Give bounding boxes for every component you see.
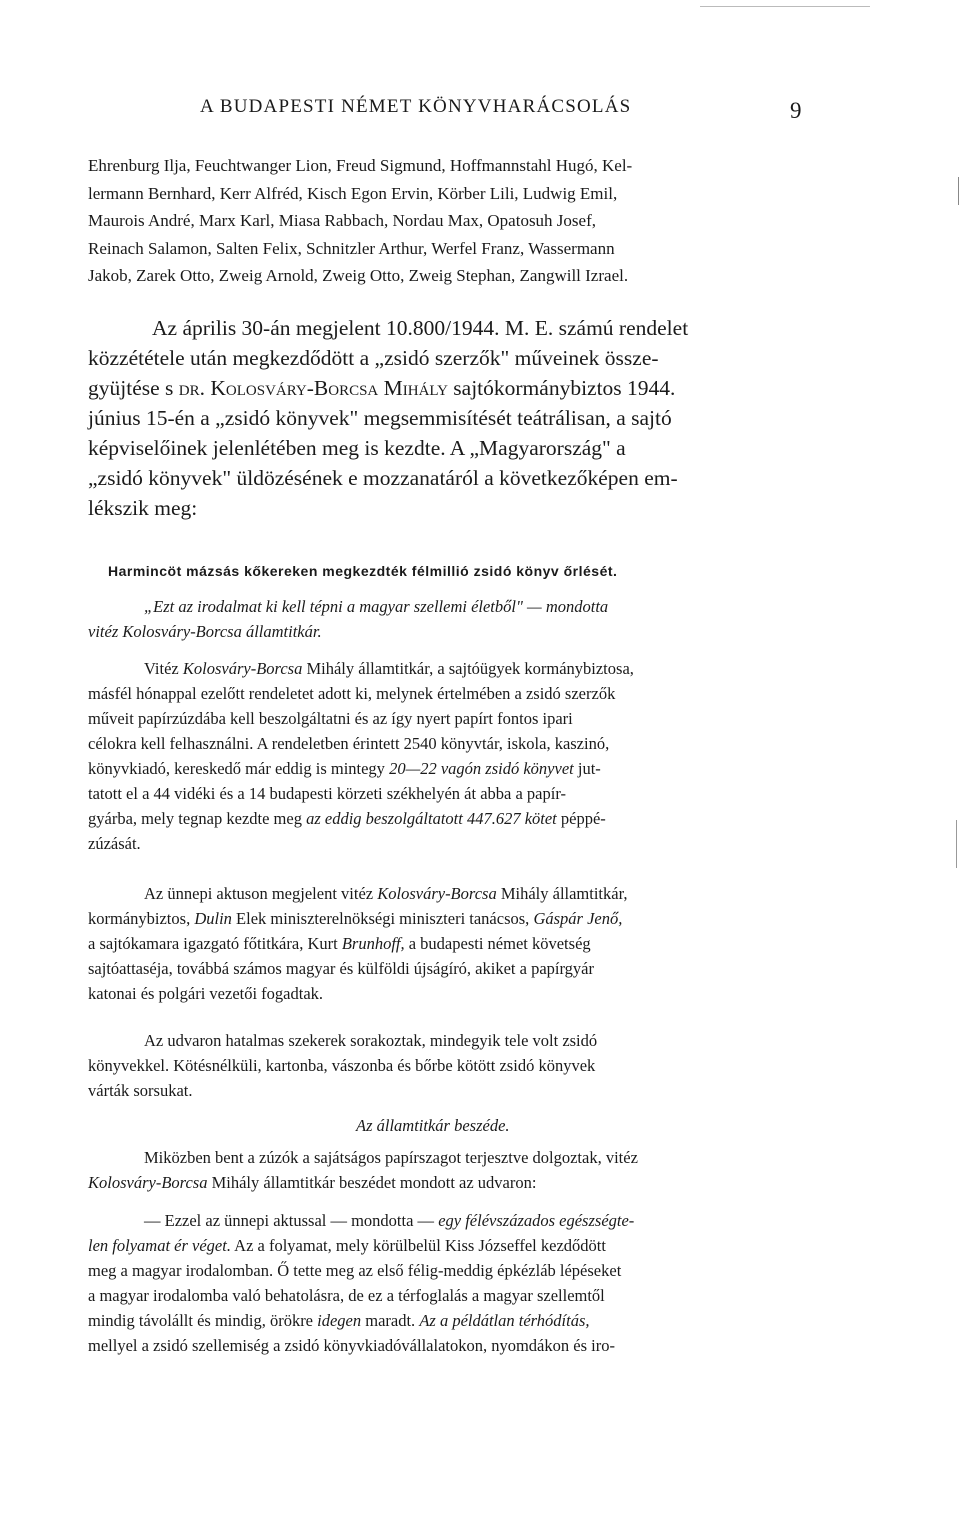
text-line: kormánybiztos, Dulin Elek miniszterelnökségi miniszteri tanácsos, Gáspár Jenő,: [88, 909, 623, 928]
body-paragraph: [88, 1028, 816, 1103]
text-line: másfél hónappal ezelőtt rendeletet adott ki, melynek értelmében a zsidó szerzők: [88, 684, 616, 703]
text-line: „zsidó könyvek" üldözésének e mozzanatáról a következőképen em-: [88, 466, 678, 490]
text-line: tatott el a 44 vidéki és a 14 budapesti körzeti székhelyén át abba a papír-: [88, 784, 566, 803]
text-line: vitéz Kolosváry-Borcsa államtitkár.: [88, 622, 322, 641]
text-line: sajtóattaséja, továbbá számos magyar és külföldi újságíró, akiket a papírgyár: [88, 959, 594, 978]
text-line: Az udvaron hatalmas szekerek sorakoztak, mindegyik tele volt zsidó: [144, 1031, 598, 1050]
text-line: lékszik meg:: [88, 496, 198, 520]
text-line: Az április 30-án megjelent 10.800/1944. M. E. számú rendelet: [152, 316, 689, 340]
text-line: a sajtókamara igazgató főtitkára, Kurt Brunhoff, a budapesti német követség: [88, 934, 591, 953]
text-line: Jakob, Zarek Otto, Zweig Arnold, Zweig Otto, Zweig Stephan, Zangwill Izrael.: [88, 266, 629, 286]
text-line: lermann Bernhard, Kerr Alfréd, Kisch Egon Ervin, Körber Lili, Ludwig Emil,: [88, 183, 618, 203]
text-line: műveit papírzúzdába kell beszolgáltatni és az így nyert papírt fontos ipari: [88, 709, 573, 728]
text-line: Miközben bent a zúzók a sajátságos papírszagot terjesztve dolgoztak, vitéz: [144, 1148, 638, 1167]
text-line: képviselőinek jelenlétében meg is kezdte. A „Magyarország" a: [88, 436, 626, 460]
scan-edge-mark: [958, 177, 959, 205]
decree-paragraph: [88, 313, 816, 523]
text-line: várták sorsukat.: [88, 1081, 193, 1100]
text-line: könyvkiadó, kereskedő már eddig is mintegy 20—22 vagón zsidó könyvet jut-: [88, 759, 601, 778]
text-line: június 15-én a „zsidó könyvek" megsemmisítését teátrálisan, a sajtó: [88, 406, 672, 430]
text-line: gyüjtése s dr. Kolosváry-Borcsa Mihály sajtókormánybiztos 1944.: [88, 376, 676, 400]
text-line: — Ezzel az ünnepi aktussal — mondotta — egy félévszázados egészségte-: [144, 1211, 635, 1230]
top-edge-rule: [700, 6, 870, 7]
text-line: gyárba, mely tegnap kezdte meg az eddig beszolgáltatott 447.627 kötet péppé-: [88, 809, 606, 828]
text-line: katonai és polgári vezetői fogadtak.: [88, 984, 324, 1003]
smallcaps-name: dr. Kolosváry-Borcsa Mihály: [178, 376, 448, 400]
section-subheading: Az államtitkár beszéde.: [356, 1116, 510, 1135]
author-list-paragraph: [88, 152, 816, 290]
text-line: könyvekkel. Kötésnélküli, kartonba, vászonba és bőrbe kötött zsidó könyvek: [88, 1056, 596, 1075]
text-line: közzététele után megkezdődött a „zsidó szerzők" műveinek össze-: [88, 346, 659, 370]
text-line: len folyamat ér véget. Az a folyamat, mely körülbelül Kiss Józseffel kezdődött: [88, 1236, 606, 1255]
quote-paragraph: [88, 594, 816, 644]
body-paragraph: [88, 1208, 816, 1358]
text-line: zúzását.: [88, 834, 141, 853]
text-line: Reinach Salamon, Salten Felix, Schnitzler Arthur, Werfel Franz, Wassermann: [88, 238, 615, 258]
running-head: A BUDAPESTI NÉMET KÖNYVHARÁCSOLÁS: [200, 96, 632, 117]
body-paragraph: [88, 1145, 816, 1195]
text-line: Ehrenburg Ilja, Feuchtwanger Lion, Freud Sigmund, Hoffmannstahl Hugó, Kel-: [88, 156, 633, 175]
text-line: célokra kell felhasználni. A rendeletben érintett 2540 könyvtár, iskola, kaszinó,: [88, 734, 610, 753]
body-paragraph: [88, 656, 816, 856]
text-line: Maurois André, Marx Karl, Miasa Rabbach, Nordau Max, Opatosuh Josef,: [88, 211, 596, 231]
scan-edge-mark: [956, 820, 957, 868]
text-line: „Ezt az irodalmat ki kell tépni a magyar szellemi életből" — mondotta: [144, 597, 609, 616]
text-line: Vitéz Kolosváry-Borcsa Mihály államtitkár, a sajtóügyek kormánybiztosa,: [144, 659, 634, 678]
text-line: a magyar irodalomba való behatolásra, de ez a térfoglalás a magyar szellemtől: [88, 1286, 605, 1305]
text-line: Kolosváry-Borcsa Mihály államtitkár beszédet mondott az udvaron:: [88, 1173, 537, 1192]
text-line: Az ünnepi aktuson megjelent vitéz Kolosváry-Borcsa Mihály államtitkár,: [144, 884, 628, 903]
body-paragraph: [88, 881, 816, 1006]
text-line: mindig távolállt és mindig, örökre idegen maradt. Az a példátlan térhódítás,: [88, 1311, 590, 1330]
page-number: 9: [790, 98, 802, 123]
newspaper-headline: Harmincöt mázsás kőkereken megkezdték félmillió zsidó könyv őrlését.: [108, 563, 618, 579]
text-line: meg a magyar irodalomban. Ő tette meg az első félig-meddig épkézláb lépéseket: [88, 1261, 622, 1280]
text-line: mellyel a zsidó szellemiség a zsidó könyvkiadóvállalatokon, nyomdákon és iro-: [88, 1336, 615, 1355]
